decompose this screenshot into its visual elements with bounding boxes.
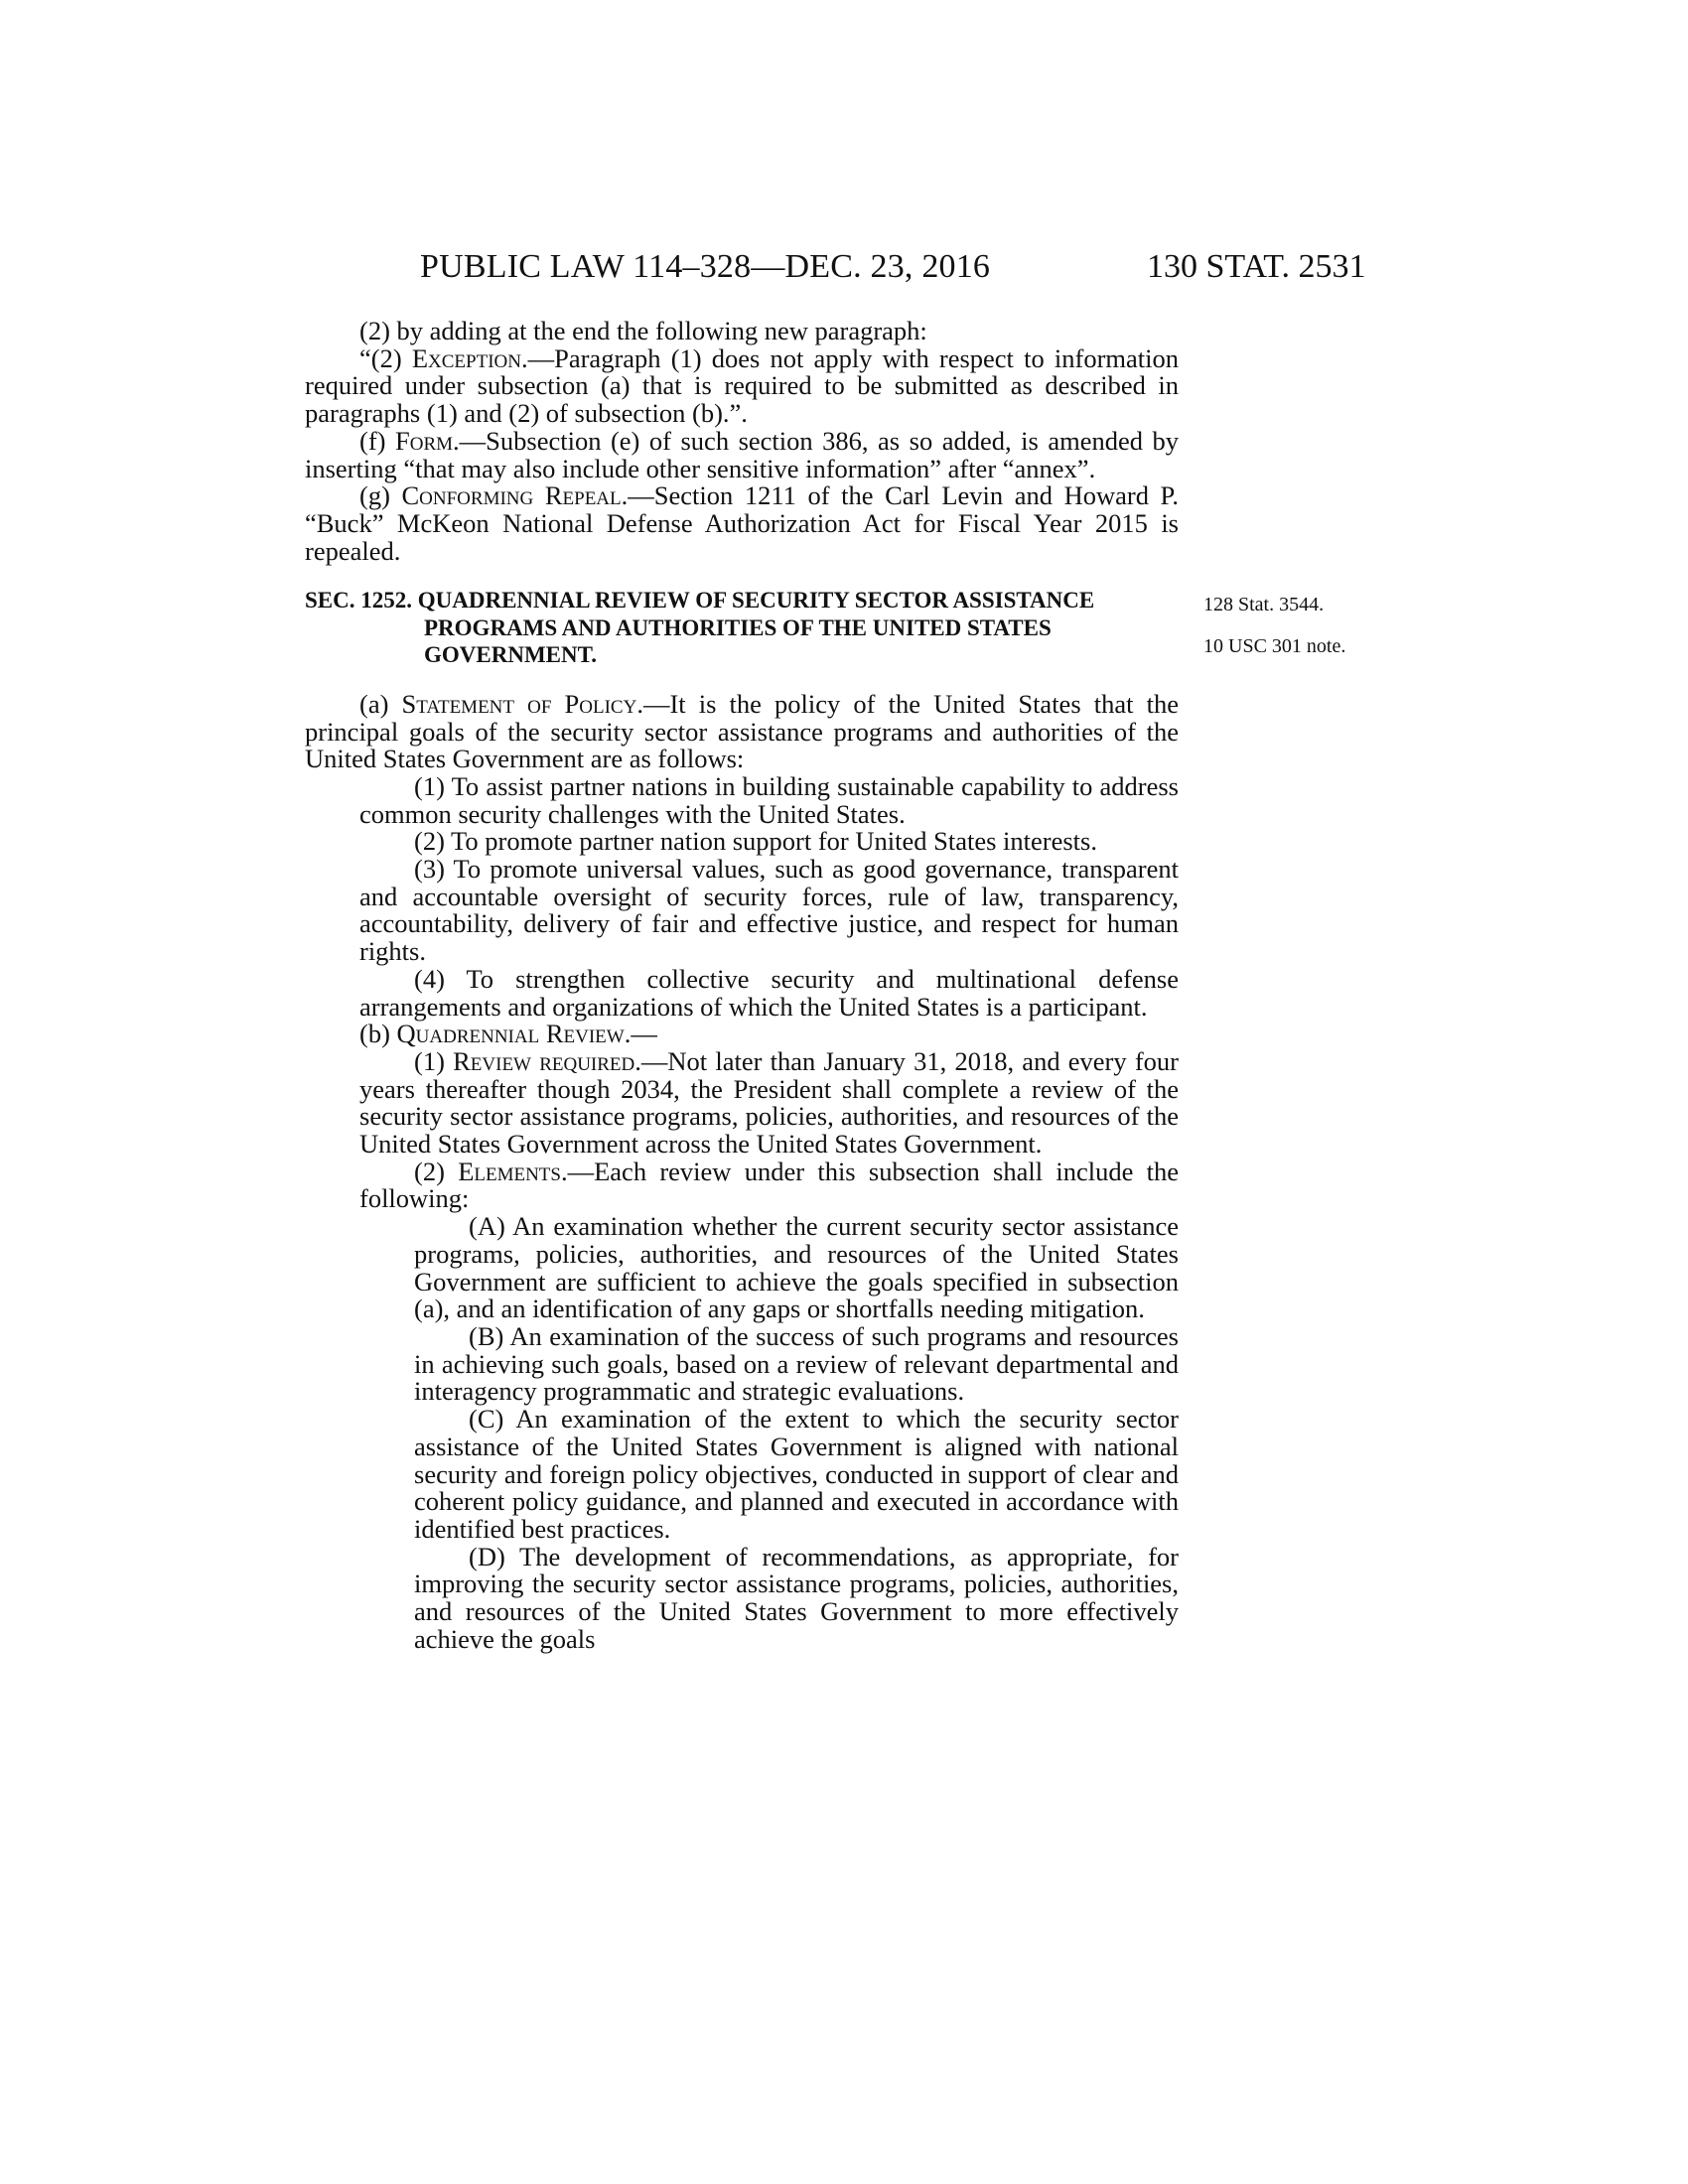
section-heading: SEC. 1252. QUADRENNIAL REVIEW OF SECURITY SECTOR ASSISTANCE PROGRAMS AND AUTHORITIES OF THE UNITED STATES GOVERNMENT. xyxy=(305,588,1095,668)
text-body: .—Section 1211 of the Carl Levin and Howard P. “Buck” McKeon National Defense Authorization Act for Fiscal Year 2015 is repealed. xyxy=(305,480,1179,566)
subsection-heading-quadrennial-review: Quadrennial Review xyxy=(396,1019,625,1049)
subsection-heading-exception: Exception xyxy=(411,342,521,373)
text-lead: (1) xyxy=(414,1045,454,1076)
paragraph-exception xyxy=(250,342,1179,429)
paragraph-b-2 xyxy=(305,1156,1180,1214)
paragraph-heading-elements: Elements xyxy=(458,1156,561,1186)
text-body: .—Each review under this subsection shall include the following: xyxy=(359,1156,1180,1214)
paragraph-a-4: (4) To strengthen collective security and multinational defense arrangements and organizations of which the United States is a participant. xyxy=(359,963,1179,1022)
text-body: .—Paragraph (1) does not apply with respect to information required under subsection (a) that is required to be submitted as described in paragraphs (1) and (2) of subsection (b).”. xyxy=(305,342,1179,429)
text-lead: (b) xyxy=(359,1019,397,1049)
paragraph-a-1: (1) To assist partner nations in building sustainable capability to address common security challenges with the United States. xyxy=(359,770,1179,829)
paragraph-2-adding: (2) by adding at the end the following new paragraph: xyxy=(359,316,927,345)
running-header-title: PUBLIC LAW 114–328—DEC. 23, 2016 xyxy=(420,248,991,285)
text-lead: (g) xyxy=(359,480,402,511)
text-lead: (2) xyxy=(414,1156,459,1186)
subsection-heading-conforming-repeal: Conforming Repeal xyxy=(401,480,622,511)
subparagraph-D: (D) The development of recommendations, as appropriate, for improving the security sector assistance programs, policies, authorities, and resources of the United States Government to more effectively achieve the goals xyxy=(414,1541,1179,1654)
subsection-a xyxy=(305,688,1179,774)
document-body xyxy=(305,318,1179,1653)
text-body: .— xyxy=(624,1019,657,1049)
subparagraph-B: (B) An examination of the success of such programs and resources in achieving such goals, based on a review of relevant departmental and interagency programmatic and strategic evaluations. xyxy=(414,1321,1179,1407)
subsection-heading-form: Form xyxy=(395,425,454,456)
paragraph-b-1 xyxy=(305,1045,1179,1160)
subparagraph-A: (A) An examination whether the current security sector assistance programs, policies, authorities, and resources of the United States Government are sufficient to achieve the goals specified in subsection (a), and an identification of any gaps or shortfalls needing mitigation. xyxy=(414,1211,1179,1324)
text-lead: “(2) xyxy=(359,342,412,373)
text-lead: (a) xyxy=(359,688,402,719)
subsection-b xyxy=(305,1021,1179,1048)
margin-note-statute: 128 Stat. 3544. xyxy=(1203,594,1325,615)
margin-note-usc: 10 USC 301 note. xyxy=(1203,635,1346,657)
paragraph-a-2: (2) To promote partner nation support for United States interests. xyxy=(414,826,1097,857)
paragraph-a-3: (3) To promote universal values, such as good governance, transparent and accountable oversight of security forces, rule of law, transparency, accountability, delivery of fair and effective justice, and respect for human rights. xyxy=(359,854,1179,967)
text-body: .—Subsection (e) of such section 386, as so added, is amended by inserting “that may also include other sensitive information” after “annex”. xyxy=(305,425,1179,483)
subsection-g xyxy=(305,482,1179,565)
text-lead: (f) xyxy=(359,425,395,456)
subsection-f xyxy=(305,425,1179,483)
subsection-heading-statement-of-policy: Statement of Policy xyxy=(401,688,637,719)
page-number: 130 STAT. 2531 xyxy=(1147,248,1366,285)
paragraph-heading-review-required: Review required xyxy=(453,1045,635,1076)
text-body: .—Not later than January 31, 2018, and every four years thereafter though 2034, the President shall complete a review of the security sector assistance programs, policies, authorities, and resources of the United States Government across the United States Government. xyxy=(359,1045,1179,1160)
subparagraph-C: (C) An examination of the extent to which the security sector assistance of the United States Government is aligned with national security and foreign policy objectives, conducted in support of clear and coherent policy guidance, and planned and executed in accordance with identified best practices. xyxy=(414,1404,1179,1544)
text-body: .—It is the policy of the United States that the principal goals of the security sector assistance programs and authorities of the United States Government are as follows: xyxy=(305,688,1179,774)
